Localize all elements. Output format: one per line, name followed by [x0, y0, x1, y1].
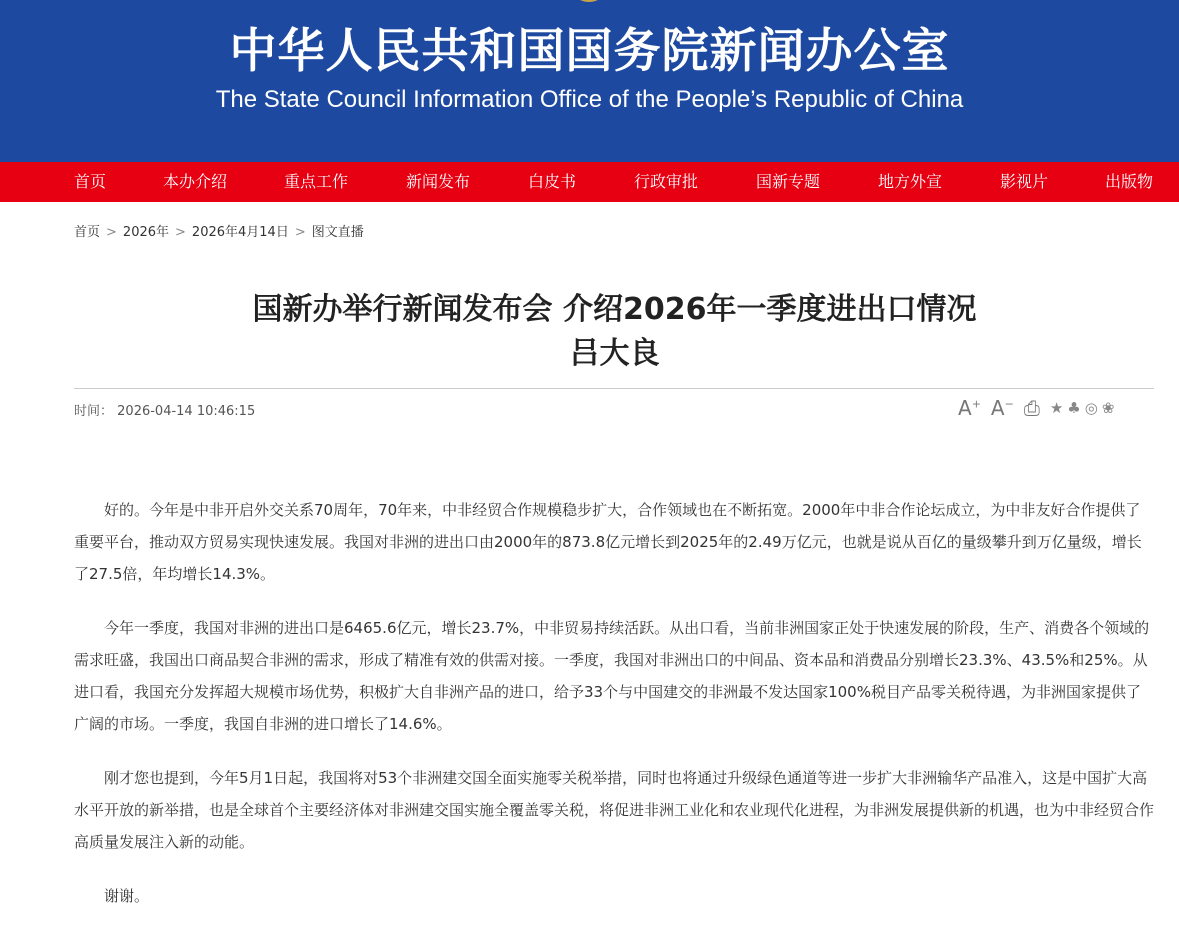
site-title-chinese: 中华人民共和国国务院新闻办公室	[229, 24, 950, 79]
nav-item-films[interactable]: 影视片	[1000, 172, 1049, 191]
nav-item-key-work[interactable]: 重点工作	[284, 172, 349, 191]
breadcrumb	[74, 221, 364, 240]
nav-item-local-publicity[interactable]: 地方外宣	[878, 172, 943, 191]
national-emblem-icon	[572, 0, 606, 2]
breadcrumb-separator: >	[106, 225, 117, 240]
font-decrease-button[interactable]	[991, 396, 1014, 420]
print-icon[interactable]: ⎙	[1023, 396, 1040, 420]
nav-item-home[interactable]: 首页	[74, 172, 107, 191]
breadcrumb-separator: >	[294, 225, 306, 240]
breadcrumb-year[interactable]: 2026年	[122, 225, 170, 240]
site-header	[0, 0, 1179, 162]
share-favorite-icon[interactable]: ★	[1049, 399, 1064, 417]
article-title-line1: 国新办举行新闻发布会 介绍2026年一季度进出口情况	[252, 292, 977, 327]
article-paragraph: 谢谢。	[104, 887, 150, 905]
nav-item-white-papers[interactable]: 白皮书	[528, 172, 577, 191]
nav-item-admin-approval[interactable]: 行政审批	[634, 172, 699, 191]
article-title	[0, 288, 1179, 376]
article-title-speaker: 吕大良	[569, 336, 660, 371]
font-decrease-letter: A	[990, 396, 1005, 420]
article-paragraph: 好的。今年是中非开启外交关系70周年，70年来，中非经贸合作规模稳步扩大，合作领域也在不断拓宽。2000年中非合作论坛成立，为中非友好合作提供了重要平台，推动双方贸易实现快速发展。我国对非洲的进出口由2000年的873.8亿元增长到2025年的2.49万亿元，也就是说从百亿的量级攀升到万亿量级，增长了27.5倍，年均增长14.3%。	[74, 501, 1142, 583]
breadcrumb-home[interactable]: 首页	[74, 225, 101, 240]
share-qq-icon[interactable]: ♣	[1067, 399, 1081, 417]
article-tools	[958, 396, 1118, 420]
font-increase-letter: A	[958, 396, 972, 420]
nav-item-about[interactable]: 本办介绍	[163, 172, 228, 191]
share-wechat-icon[interactable]: ❀	[1101, 399, 1115, 417]
breadcrumb-separator: >	[175, 225, 186, 240]
article-body	[74, 494, 1154, 934]
font-decrease-minus: −	[1004, 397, 1014, 411]
time-value: 2026-04-14 10:46:15	[117, 404, 256, 419]
breadcrumb-date[interactable]: 2026年4月14日	[191, 225, 289, 240]
article-paragraph: 刚才您也提到，今年5月1日起，我国将对53个非洲建交国全面实施零关税举措，同时也将通过升级绿色通道等进一步扩大非洲输华产品准入，这是中国扩大高水平开放的新举措，也是全球首个主要经济体对非洲建交国实施全覆盖零关税，将促进非洲工业化和农业现代化进程，为非洲发展提供新的机遇，也为中非经贸合作高质量发展注入新的动能。	[74, 769, 1155, 851]
nav-item-publications[interactable]: 出版物	[1105, 172, 1154, 191]
article-paragraph: 今年一季度，我国对非洲的进出口是6465.6亿元，增长23.7%，中非贸易持续活跃。从出口看，当前非洲国家正处于快速发展的阶段，生产、消费各个领域的需求旺盛，我国出口商品契合非洲的需求，形成了精准有效的供需对接。一季度，我国对非洲出口的中间品、资本品和消费品分别增长23.3%、43.5%和25%。从进口看，我国充分发挥超大规模市场优势，积极扩大自非洲产品的进口，给予33个与中国建交的非洲最不发达国家100%税目产品零关税待遇，为非洲国家提供了广阔的市场。一季度，我国自非洲的进口增长了14.6%。	[74, 619, 1150, 733]
article-meta	[74, 400, 255, 419]
main-nav	[0, 162, 1179, 202]
nav-item-press-release[interactable]: 新闻发布	[406, 172, 471, 191]
time-label: 时间：	[74, 404, 114, 419]
breadcrumb-live[interactable]: 图文直播	[311, 225, 364, 240]
nav-item-topics[interactable]: 国新专题	[756, 172, 821, 191]
site-title-english: The State Council Information Office of the People’s Republic of China	[215, 86, 964, 113]
share-weibo-icon[interactable]: ◎	[1084, 399, 1098, 417]
font-increase-plus: +	[971, 397, 981, 411]
font-increase-button[interactable]	[958, 396, 981, 420]
title-divider	[74, 388, 1154, 389]
